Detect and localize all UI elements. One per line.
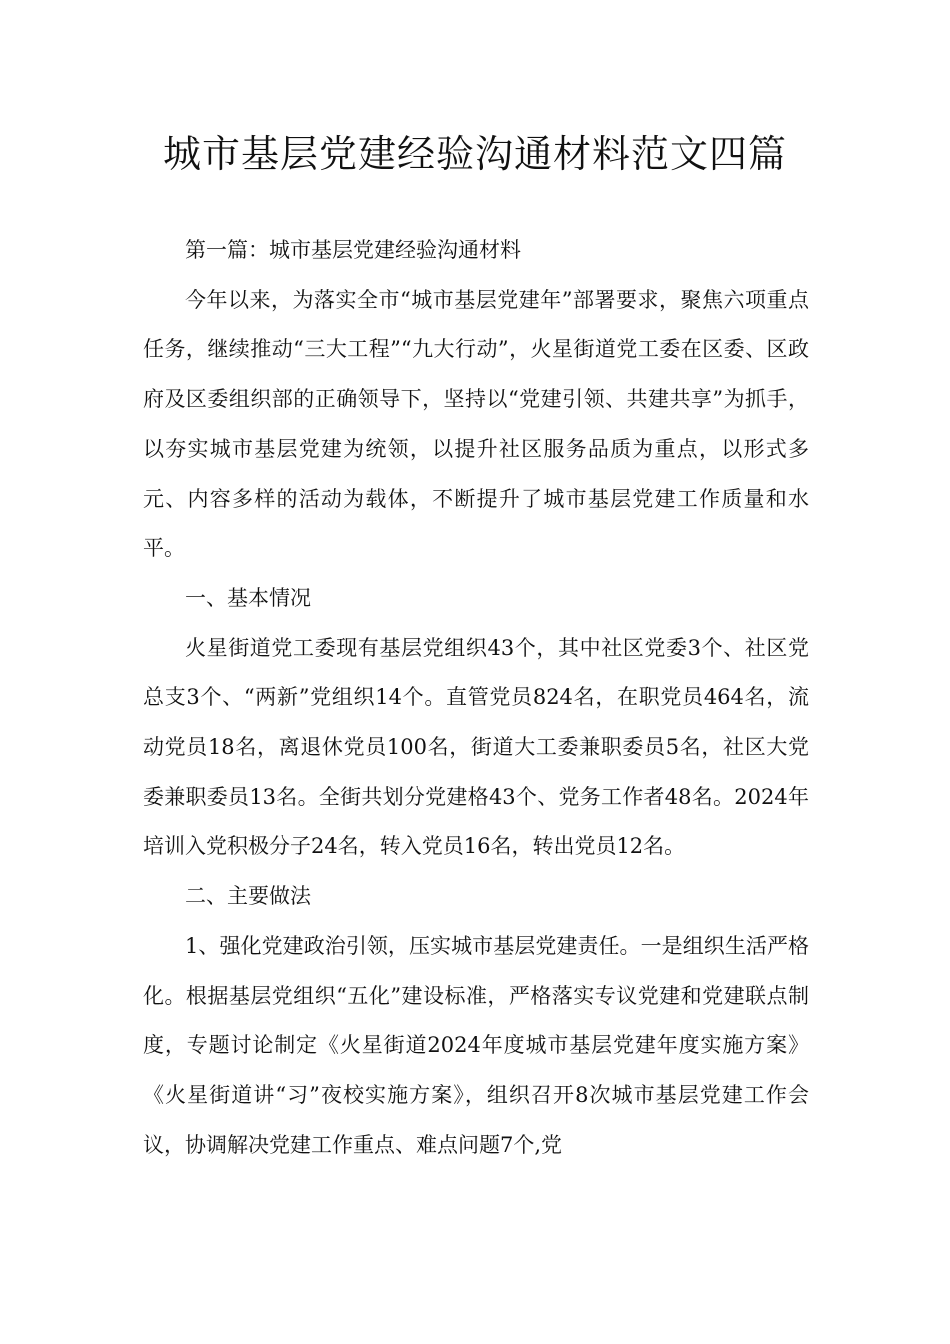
section-heading-main-practices: 二、主要做法	[185, 884, 311, 909]
document-body	[143, 226, 809, 1170]
basic-situation-paragraph: 火星街道党工委现有基层党组织43个，其中社区党委3个、社区党总支3个、“两新”党组织14个。直管党员824名，在职党员464名，流动党员18名，离退休党员100名，街道大工委兼职委员5名，社区大党委兼职委员13名。全街共划分党建格43个、党务工作者48名。2024年培训入党积极分子24名，转入党员16名，转出党员12名。	[143, 635, 809, 859]
main-practices-paragraph: 1、强化党建政治引领，压实城市基层党建责任。一是组织生活严格化。根据基层党组织“五化”建设标准，严格落实专议党建和党建联点制度，专题讨论制定《火星街道2024年度城市基层党建年度实施方案》《火星街道讲“习”夜校实施方案》，组织召开8次城市基层党建工作会议，协调解决党建工作重点、难点问题7个,党	[143, 933, 809, 1157]
intro-paragraph: 今年以来，为落实全市“城市基层党建年”部署要求，聚焦六项重点任务，继续推动“三大工程”“九大行动”，火星街道党工委在区委、区政府及区委组织部的正确领导下，坚持以“党建引领、共建共享”为抓手，以夯实城市基层党建为统领，以提升社区服务品质为重点，以形式多元、内容多样的活动为载体，不断提升了城市基层党建工作质量和水平。	[143, 287, 809, 561]
document-title: 城市基层党建经验沟通材料范文四篇	[162, 132, 787, 176]
section-heading-basic-situation: 一、基本情况	[185, 585, 311, 610]
section-heading-first-article: 第一篇：城市基层党建经验沟通材料	[185, 238, 521, 262]
